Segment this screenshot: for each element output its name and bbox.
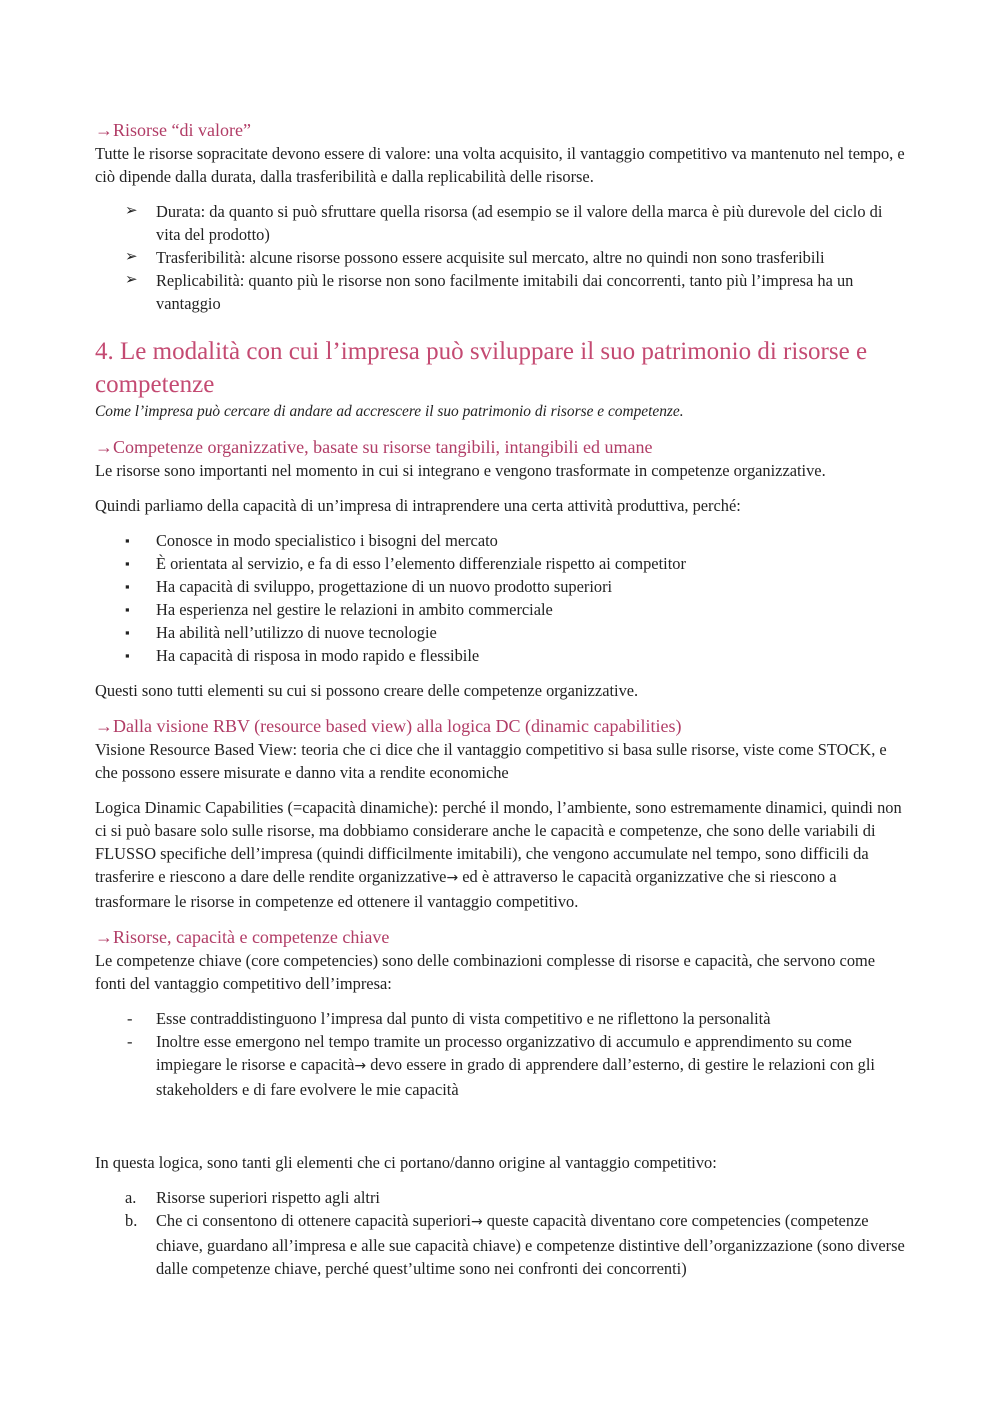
section-heading-risorse-di-valore: →Risorse “di valore” xyxy=(95,120,251,140)
right-arrow-icon: → xyxy=(354,1058,367,1074)
right-arrow-icon: → xyxy=(446,870,459,886)
list-item: a. Risorse superiori rispetto agli altri xyxy=(125,1188,380,1207)
square-bullet-icon: ▪ xyxy=(125,625,130,640)
section-heading-competenze-organizzative: →Competenze organizzative, basate su risorse tangibili, intangibili ed umane xyxy=(95,437,653,457)
paragraph: Le risorse sono importanti nel momento in cui si integrano e vengono trasformate in competenze organizzative. xyxy=(95,461,826,480)
paragraph: Questi sono tutti elementi su cui si possono creare delle competenze organizzative. xyxy=(95,681,639,700)
list-item: ➢ Replicabilità: quanto più le risorse non sono facilmente imitabili dai concorrenti, tanto più l’impresa ha un vantaggio xyxy=(125,271,854,313)
chapter-heading-4: 4. Le modalità con cui l’impresa può sviluppare il suo patrimonio di risorse e competenze xyxy=(95,338,868,398)
square-bullet-icon: ▪ xyxy=(125,533,130,548)
square-bullet-icon: ▪ xyxy=(125,556,130,571)
list-item: ➢ Durata: da quanto si può sfruttare quella risorsa (ad esempio se il valore della marca è più durevole del ciclo di vita del prodotto) xyxy=(125,202,883,244)
chapter-intro: Come l’impresa può cercare di andare ad accrescere il suo patrimonio di risorse e competenze. xyxy=(95,403,684,420)
arrowhead-bullet-icon: ➢ xyxy=(125,272,138,288)
section-heading-rbv-dc: →Dalla visione RBV (resource based view) alla logica DC (dinamic capabilities) xyxy=(95,716,682,736)
paragraph: In questa logica, sono tanti gli elementi che ci portano/danno origine al vantaggio competitivo: xyxy=(95,1153,717,1172)
paragraph-dc: Logica Dinamic Capabilities (=capacità dinamiche): perché il mondo, l’ambiente, sono estremamente dinamici, quindi non ci si può basare solo sulle risorse, ma dobbiamo considerare anche le capacità e competenze, che sono delle variabili di FLUSSO specifiche dell’impresa (quindi difficilmente imitabili), che vengono accumulate nel tempo, sono difficili da trasferire e riescono a dare delle rendite organizzative→ ed è attraverso le capacità organizzative che si riescono a trasformare le risorse in competenze ed ottenere il vantaggio competitivo. xyxy=(95,798,902,911)
paragraph-risorse-di-valore: Tutte le risorse sopracitate devono essere di valore: una volta acquisito, il vantaggio competitivo va mantenuto nel tempo, e ciò dipende dalla durata, dalla trasferibilità e dalla replicabilità delle risorse. xyxy=(95,144,905,186)
lettered-list xyxy=(95,1186,905,1280)
list-item: b. Che ci consentono di ottenere capacità superiori→ queste capacità diventano core competencies (competenze chiave, guardano all’impresa e alle sue capacità chiave) e competenze distintive dell’organizzazione (sono diverse dalle competenze chiave, perché quest’ultime sono nei confronti dei concorrenti) xyxy=(125,1211,905,1278)
list-letter: a. xyxy=(125,1188,137,1207)
square-bullet-icon: ▪ xyxy=(125,579,130,594)
list-item: ▪ Ha capacità di sviluppo, progettazione di un nuovo prodotto superiori xyxy=(125,577,613,596)
dash-list xyxy=(95,1007,905,1101)
square-bullet-icon: ▪ xyxy=(125,648,130,663)
section-heading-competenze-chiave: →Risorse, capacità e competenze chiave xyxy=(95,927,390,947)
list-item: - Inoltre esse emergono nel tempo tramite un processo organizzativo di accumulo e apprendimento su come impiegare le risorse e capacità→ devo essere in grado di apprendere dall’esterno, di gestire le relazioni con gli stakeholders e di fare evolvere le mie capacità xyxy=(127,1032,875,1099)
list-letter: b. xyxy=(125,1211,138,1230)
square-bullet-icon: ▪ xyxy=(125,602,130,617)
list-item: ▪ Ha esperienza nel gestire le relazioni in ambito commerciale xyxy=(125,600,553,619)
list-item: ▪ Ha capacità di risposa in modo rapido e flessibile xyxy=(125,646,480,665)
list-item: ▪ Conosce in modo specialistico i bisogni del mercato xyxy=(125,531,498,550)
list-item: ▪ Ha abilità nell’utilizzo di nuove tecnologie xyxy=(125,623,437,642)
arrowhead-bullet-icon: ➢ xyxy=(125,203,138,219)
list-item: - Esse contraddistinguono l’impresa dal punto di vista competitivo e ne riflettono la personalità xyxy=(127,1009,771,1028)
right-arrow-icon: → xyxy=(470,1214,483,1230)
list-item: ➢ Trasferibilità: alcune risorse possono essere acquisite sul mercato, altre no quindi non sono trasferibili xyxy=(125,248,825,267)
paragraph: Quindi parliamo della capacità di un’impresa di intraprendere una certa attività produttiva, perché: xyxy=(95,496,741,515)
paragraph: Le competenze chiave (core competencies) sono delle combinazioni complesse di risorse e capacità, che servono come fonti del vantaggio competitivo dell’impresa: xyxy=(95,951,876,993)
list-item: ▪ È orientata al servizio, e fa di esso l’elemento differenziale rispetto ai competitor xyxy=(125,554,686,573)
dash-bullet-icon: - xyxy=(127,1009,133,1028)
arrow-bullet-list xyxy=(95,200,905,315)
dash-bullet-icon: - xyxy=(127,1032,133,1051)
paragraph-rbv: Visione Resource Based View: teoria che ci dice che il vantaggio competitivo si basa sulle risorse, viste come STOCK, e che possono essere misurate e danno vita a rendite economiche xyxy=(95,740,887,782)
square-bullet-list xyxy=(95,529,905,667)
arrowhead-bullet-icon: ➢ xyxy=(125,249,138,265)
